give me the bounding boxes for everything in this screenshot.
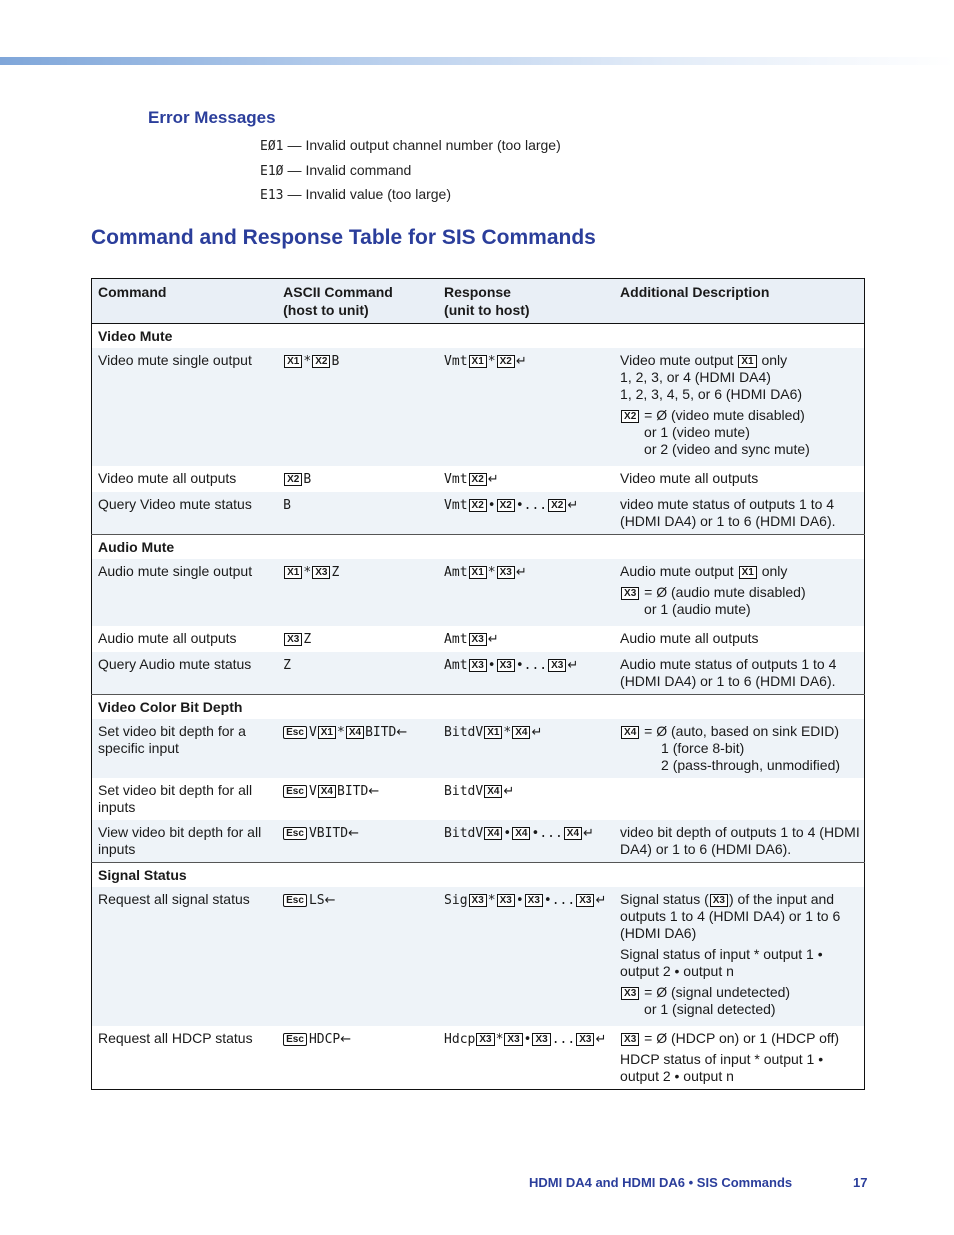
error-text: Invalid output channel number (too large) — [305, 137, 561, 153]
error-text: Invalid command — [305, 161, 412, 178]
asterisk: * — [303, 354, 312, 369]
text-span: Z — [303, 632, 312, 647]
ascii-cell — [277, 466, 438, 492]
header-response-line2: (unit to host) — [444, 302, 530, 318]
response-cell — [438, 719, 614, 778]
error-text: Invalid value (too large) — [305, 186, 452, 202]
x3-variable-box: X3 — [621, 587, 639, 600]
x2-variable-box: X2 — [312, 355, 330, 368]
command-cell: Audio mute all outputs — [92, 626, 278, 652]
x1-variable-box: X1 — [469, 566, 487, 579]
text-span: Signal status of input * output 1 • output 2 • output n — [620, 946, 823, 979]
x3-variable-box: X3 — [497, 894, 515, 907]
ascii-cell — [277, 348, 438, 466]
header-ascii-line1: ASCII Command — [283, 284, 393, 300]
header-response — [438, 279, 614, 324]
command-cell: Request all signal status — [92, 887, 278, 1026]
esc-key-icon: Esc — [283, 894, 307, 907]
x3-variable-box: X3 — [284, 633, 302, 646]
text-span: = Ø (auto, based on sink EDID) — [644, 723, 840, 739]
left-arrow-icon: ← — [348, 826, 359, 841]
description-cell: Audio mute all outputs — [614, 626, 864, 652]
x3-variable-box: X3 — [469, 633, 487, 646]
description-cell — [614, 559, 864, 626]
text-span: ) of the input and outputs 1 to 4 (HDMI DA4) or 1 to 6 (HDMI DA6) — [620, 891, 841, 941]
command-cell: Query Video mute status — [92, 492, 278, 535]
text-span — [444, 472, 499, 487]
x4-variable-box: X4 — [564, 827, 582, 840]
text-span — [283, 725, 407, 740]
x4-variable-box: X4 — [512, 726, 530, 739]
text-span: BitdV — [444, 725, 484, 740]
text-span: Amt — [444, 658, 468, 673]
bullet-separator: • — [543, 893, 552, 908]
x3-variable-box: X3 — [476, 1033, 494, 1046]
asterisk: * — [503, 725, 512, 740]
table-row — [92, 466, 865, 492]
command-cell: Audio mute single output — [92, 559, 278, 626]
text-span: Amt — [444, 632, 468, 647]
asterisk: * — [495, 1032, 504, 1047]
text-span — [444, 893, 606, 908]
ellipsis: ... — [551, 893, 576, 908]
text-span — [283, 632, 311, 647]
error-item — [260, 161, 561, 186]
text-span: Signal status ( — [620, 891, 709, 907]
x2-variable-box: X2 — [497, 499, 515, 512]
asterisk: * — [303, 565, 312, 580]
table-row — [92, 559, 865, 626]
ellipsis: ... — [551, 1032, 576, 1047]
response-cell — [438, 652, 614, 695]
text-span: Z — [283, 658, 291, 673]
ellipsis: ... — [523, 658, 548, 673]
text-span — [444, 658, 578, 673]
x1-variable-box: X1 — [484, 726, 502, 739]
dash: — — [287, 161, 302, 178]
ascii-cell — [277, 887, 438, 1026]
section-title: Video Mute — [92, 324, 865, 349]
text-span — [444, 725, 542, 740]
text-span: B — [303, 472, 312, 487]
text-span — [620, 407, 860, 458]
sis-command-table — [91, 278, 865, 1090]
top-gradient-bar — [0, 57, 954, 65]
x2-variable-box: X2 — [469, 499, 487, 512]
esc-key-icon: Esc — [283, 726, 307, 739]
text-span — [283, 565, 339, 580]
asterisk: * — [337, 725, 345, 740]
x4-variable-box: X4 — [621, 726, 639, 739]
text-span: V — [308, 725, 317, 740]
command-cell: Set video bit depth for a specific input — [92, 719, 278, 778]
text-span: LS — [308, 893, 325, 908]
text-span: = Ø (signal undetected) — [644, 984, 791, 1000]
enter-return-icon: ↵ — [515, 354, 527, 369]
response-cell — [438, 348, 614, 466]
x3-variable-box: X3 — [576, 894, 594, 907]
asterisk: * — [487, 893, 496, 908]
command-cell: Set video bit depth for all inputs — [92, 778, 278, 820]
text-span: or 1 (audio mute) — [644, 601, 751, 617]
section-row — [92, 535, 865, 560]
section-row — [92, 695, 865, 720]
description-cell: video mute status of outputs 1 to 4 (HDMI DA4) or 1 to 6 (HDMI DA6). — [614, 492, 864, 535]
header-response-line1: Response — [444, 284, 511, 300]
enter-return-icon: ↵ — [595, 1032, 607, 1047]
enter-return-icon: ↵ — [583, 826, 594, 841]
ellipsis: ... — [523, 498, 548, 513]
text-span: HDCP — [308, 1032, 341, 1047]
section-title: Video Color Bit Depth — [92, 695, 865, 720]
x3-variable-box: X3 — [497, 566, 515, 579]
x1-variable-box: X1 — [318, 726, 336, 739]
table-row — [92, 887, 865, 1026]
description-cell: video bit depth of outputs 1 to 4 (HDMI DA4) or 1 to 6 (HDMI DA6). — [614, 820, 864, 863]
text-span: 1, 2, 3, or 4 (HDMI DA4) — [620, 369, 771, 385]
enter-return-icon: ↵ — [595, 893, 607, 908]
dash: — — [287, 137, 302, 153]
x1-variable-box: X1 — [284, 355, 302, 368]
x3-variable-box: X3 — [469, 894, 487, 907]
x2-variable-box: X2 — [469, 473, 487, 486]
ascii-cell — [277, 778, 438, 820]
description-cell — [614, 778, 864, 820]
text-span: = Ø (video mute disabled) — [644, 407, 805, 423]
x3-variable-box: X3 — [548, 659, 566, 672]
text-span: 1 (force 8-bit) — [661, 740, 745, 756]
table-heading: Command and Response Table for SIS Commands — [91, 226, 596, 249]
text-span: Audio mute output — [620, 563, 734, 579]
table-row — [92, 626, 865, 652]
text-span — [444, 1032, 606, 1047]
text-span — [444, 565, 527, 580]
text-span — [620, 352, 860, 403]
response-cell — [438, 626, 614, 652]
x4-variable-box: X4 — [484, 785, 502, 798]
error-code: E1Ø — [260, 163, 284, 179]
description-cell — [614, 1026, 864, 1090]
bullet-separator: • — [487, 498, 496, 513]
bullet-separator: • — [515, 498, 524, 513]
x1-variable-box: X1 — [738, 355, 756, 368]
section-row — [92, 863, 865, 888]
header-description: Additional Description — [614, 279, 864, 324]
text-span: 1, 2, 3, 4, 5, or 6 (HDMI DA6) — [620, 386, 803, 402]
command-cell: Request all HDCP status — [92, 1026, 278, 1090]
asterisk: * — [487, 565, 496, 580]
text-span: Vmt — [444, 354, 468, 369]
left-arrow-icon: ← — [396, 725, 408, 740]
enter-return-icon: ↵ — [567, 658, 579, 673]
text-span: 2 (pass-through, unmodified) — [661, 757, 841, 773]
bullet-separator: • — [515, 893, 524, 908]
response-cell — [438, 492, 614, 535]
x3-variable-box: X3 — [497, 659, 515, 672]
command-cell: Query Audio mute status — [92, 652, 278, 695]
left-arrow-icon: ← — [368, 784, 380, 799]
bullet-separator: • — [487, 658, 496, 673]
x3-variable-box: X3 — [312, 566, 330, 579]
description-cell: Video mute all outputs — [614, 466, 864, 492]
ellipsis: ... — [539, 826, 563, 841]
text-span: BitdV — [444, 784, 484, 799]
esc-key-icon: Esc — [283, 785, 307, 798]
x4-variable-box: X4 — [512, 827, 530, 840]
text-span: HDCP status of input * output 1 • output 2 • output n — [620, 1051, 824, 1084]
error-code: E13 — [260, 188, 284, 203]
text-span — [283, 354, 339, 369]
table-row — [92, 719, 865, 778]
table-row — [92, 820, 865, 863]
error-item — [260, 136, 561, 161]
text-span: Vmt — [444, 472, 468, 487]
x3-variable-box: X3 — [576, 1033, 594, 1046]
x2-variable-box: X2 — [284, 473, 302, 486]
ascii-cell — [277, 559, 438, 626]
footer-title: HDMI DA4 and HDMI DA6 • SIS Commands — [529, 1175, 793, 1190]
enter-return-icon: ↵ — [567, 498, 579, 513]
text-span — [283, 472, 311, 487]
command-cell: View video bit depth for all inputs — [92, 820, 278, 863]
error-code: EØ1 — [260, 139, 284, 154]
text-span: Video mute output — [620, 352, 734, 368]
text-span — [283, 826, 359, 841]
x2-variable-box: X2 — [497, 355, 515, 368]
text-span — [620, 584, 860, 618]
enter-return-icon: ↵ — [487, 472, 499, 487]
x4-variable-box: X4 — [346, 726, 364, 739]
text-span: Sig — [444, 893, 468, 908]
section-title: Signal Status — [92, 863, 865, 888]
text-span: Vmt — [444, 498, 468, 513]
table-row — [92, 652, 865, 695]
text-span: or 1 (signal detected) — [644, 1001, 776, 1017]
dash: — — [287, 186, 302, 202]
text-span: BITD — [337, 784, 369, 799]
text-span: VBITD — [308, 826, 349, 841]
response-cell — [438, 778, 614, 820]
enter-return-icon: ↵ — [503, 784, 515, 799]
error-item — [260, 185, 561, 210]
ascii-cell — [277, 1026, 438, 1090]
text-span: BITD — [365, 725, 397, 740]
ascii-cell — [277, 719, 438, 778]
text-span — [444, 632, 499, 647]
bullet-separator: • — [503, 826, 512, 841]
command-cell: Video mute single output — [92, 348, 278, 466]
ascii-cell — [277, 492, 438, 535]
error-messages-list — [260, 136, 561, 210]
text-span: Hdcp — [444, 1032, 476, 1047]
x3-variable-box: X3 — [621, 1033, 639, 1046]
ascii-cell — [277, 626, 438, 652]
esc-key-icon: Esc — [283, 827, 307, 840]
bullet-separator: • — [515, 658, 524, 673]
x4-variable-box: X4 — [484, 827, 502, 840]
text-span: only — [761, 563, 788, 579]
enter-return-icon: ↵ — [531, 725, 543, 740]
x3-variable-box: X3 — [504, 1033, 522, 1046]
text-span: = Ø (HDCP on) or 1 (HDCP off) — [644, 1030, 840, 1046]
x3-variable-box: X3 — [710, 894, 728, 907]
x2-variable-box: X2 — [548, 499, 566, 512]
text-span: BitdV — [444, 826, 484, 841]
text-span — [444, 784, 514, 799]
response-cell — [438, 559, 614, 626]
text-span — [283, 784, 379, 799]
error-messages-heading: Error Messages — [148, 108, 276, 127]
text-span: V — [308, 784, 317, 799]
x3-variable-box: X3 — [532, 1033, 550, 1046]
table-row — [92, 1026, 865, 1090]
x3-variable-box: X3 — [621, 987, 639, 1000]
text-span — [283, 1032, 351, 1047]
text-span — [283, 893, 335, 908]
description-cell — [614, 719, 864, 778]
text-span — [620, 1030, 860, 1047]
bullet-separator: • — [531, 826, 540, 841]
text-span: only — [761, 352, 788, 368]
description-cell — [614, 887, 864, 1026]
ascii-cell — [277, 820, 438, 863]
table-row — [92, 778, 865, 820]
x2-variable-box: X2 — [621, 410, 639, 423]
left-arrow-icon: ← — [340, 1032, 352, 1047]
table-row — [92, 492, 865, 535]
page-number: 17 — [853, 1175, 868, 1190]
left-arrow-icon: ← — [324, 893, 336, 908]
x1-variable-box: X1 — [284, 566, 302, 579]
text-span — [620, 984, 860, 1018]
esc-key-icon: Esc — [283, 1033, 307, 1046]
header-command: Command — [92, 279, 278, 324]
text-span — [444, 498, 578, 513]
text-span: B — [283, 498, 291, 513]
x3-variable-box: X3 — [525, 894, 543, 907]
text-span: = Ø (audio mute disabled) — [644, 584, 806, 600]
ascii-cell — [277, 652, 438, 695]
description-cell: Audio mute status of outputs 1 to 4 (HDMI DA4) or 1 to 6 (HDMI DA6). — [614, 652, 864, 695]
section-row — [92, 324, 865, 349]
enter-return-icon: ↵ — [515, 565, 527, 580]
bullet-separator: • — [523, 1032, 532, 1047]
text-span: or 1 (video mute) — [644, 424, 750, 440]
x4-variable-box: X4 — [318, 785, 336, 798]
text-span — [444, 354, 527, 369]
text-span: Amt — [444, 565, 468, 580]
asterisk: * — [487, 354, 496, 369]
x3-variable-box: X3 — [469, 659, 487, 672]
x1-variable-box: X1 — [469, 355, 487, 368]
section-title: Audio Mute — [92, 535, 865, 560]
header-ascii-line2: (host to unit) — [283, 302, 369, 318]
x1-variable-box: X1 — [739, 566, 757, 579]
response-cell — [438, 1026, 614, 1090]
response-cell — [438, 887, 614, 1026]
command-cell: Video mute all outputs — [92, 466, 278, 492]
table-row — [92, 348, 865, 466]
text-span: B — [331, 354, 340, 369]
text-span — [444, 826, 594, 841]
response-cell — [438, 820, 614, 863]
table-header-row — [92, 279, 865, 324]
header-ascii — [277, 279, 438, 324]
text-span — [620, 723, 860, 774]
description-cell — [614, 348, 864, 466]
text-span — [620, 891, 860, 942]
response-cell — [438, 466, 614, 492]
text-span: Z — [331, 565, 340, 580]
enter-return-icon: ↵ — [487, 632, 499, 647]
text-span: or 2 (video and sync mute) — [644, 441, 810, 457]
text-span — [620, 563, 860, 580]
